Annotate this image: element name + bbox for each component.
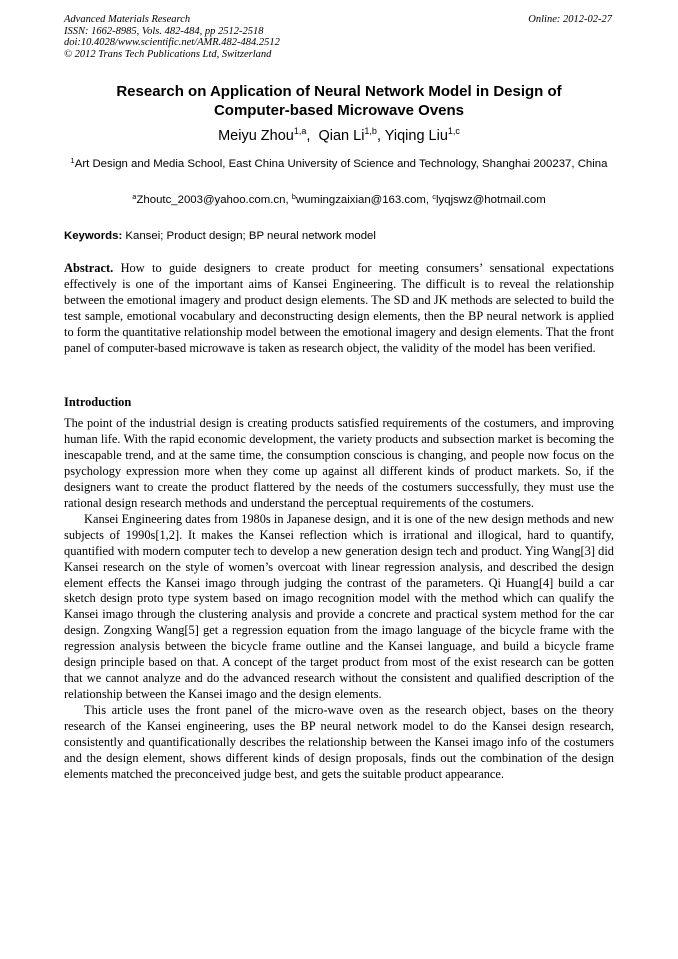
keywords-text: Kansei; Product design; BP neural network model	[122, 230, 376, 242]
author-affiliation-mark: 1,b	[364, 126, 377, 136]
author-name: Yiqing Liu	[384, 128, 448, 144]
paragraph: This article uses the front panel of the micro-wave oven as the research object, bases on the theory research of the Kansei engineering, uses the BP neural network model to do the Kansei design research, consistently and quantificationally describes the relationship between the Kansei imago info of the costumers and the design element, shows different kinds of design proposals, finds out the combination of the design elements matched the preconceived judge best, and gets the suitable product appearance.	[64, 703, 614, 781]
title-line-2: Computer-based Microwave Ovens	[213, 102, 465, 119]
author-affiliation-mark: 1,c	[447, 126, 460, 136]
email-link[interactable]: lyqjswz@hotmail.com	[436, 194, 546, 206]
abstract	[64, 261, 614, 357]
affiliation-text: Art Design and Media School, East China University of Science and Technology, Shanghai 200237, China	[74, 158, 608, 170]
abstract-label: Abstract.	[64, 261, 114, 275]
author-list: Meiyu Zhou$^{1,a}$, Qian Li$^{1,b}$, Yiqing Liu$^{1,c}$	[218, 126, 460, 144]
journal-name: Advanced Materials Research	[64, 14, 191, 25]
online-date: Online: 2012-02-27	[528, 14, 612, 25]
author-name: Qian Li	[318, 128, 365, 144]
author-name: Meiyu Zhou	[218, 128, 294, 144]
abstract-text: How to guide designers to create product for meeting consumers’ sensational expectations effectively is one of the important aims of Kansei Engineering. The difficult is to reveal the relationship between the emotional imagery and product design elements. The SD and JK methods are selected to build the test sample, emotional vocabulary and deconstructing design elements, then the BP neural network is applied to form the quantitative relationship model between the emotional imagery and design elements. That the front panel of computer-based microwave is taken as research object, the validity of the model has been verified.	[64, 261, 614, 355]
title-line-1: Research on Application of Neural Network Model in Design of	[116, 83, 562, 100]
paper-title	[64, 82, 614, 120]
email-link[interactable]: wumingzaixian@163.com	[295, 194, 426, 206]
email-mark: b	[291, 192, 296, 201]
copyright-line: © 2012 Trans Tech Publications Ltd, Switzerland	[64, 48, 272, 60]
journal-header	[64, 14, 280, 60]
issn-line: ISSN: 1662-8985, Vols. 482-484, pp 2512-2518	[64, 25, 264, 37]
affiliation	[64, 156, 614, 172]
section-heading-introduction: Introduction	[64, 395, 132, 409]
affiliation-mark: 1	[70, 156, 75, 165]
email-list: $^a$Zhoutc_2003@yahoo.com.cn, $^b$wumingzaixian@163.com, $^c$lyqjswz@hotmail.com	[132, 192, 546, 206]
email-mark: c	[432, 192, 437, 201]
keywords	[64, 228, 614, 244]
doi-link[interactable]: doi:10.4028/www.scientific.net/AMR.482-484.2512	[64, 37, 280, 48]
keywords-label: Keywords:	[64, 230, 123, 242]
introduction-body	[64, 416, 614, 783]
email-link[interactable]: Zhoutc_2003@yahoo.com.cn	[136, 194, 286, 206]
paragraph: The point of the industrial design is creating products satisfied requirements of the costumers, and improving human life. With the rapid economic development, the variety products and subsection market is becoming the inescapable trend, and at the same time, the consumption conscious is changing, and people now focus on the psychology expression more when they come up against all different kinds of product markets. So, if the designers want to create the product flattered by the needs of the costumers successfully, they must use the rational design research methods and understand the perceptual requirements of the costumers.	[64, 416, 614, 510]
author-affiliation-mark: 1,a	[293, 126, 307, 136]
email-mark: a	[132, 192, 137, 201]
paragraph: Kansei Engineering dates from 1980s in Japanese design, and it is one of the new design methods and new subjects of 1990s[1,2]. It makes the Kansei reflection which is irrational and illogical, hard to quantify, quantified with modern computer tech to develop a new generation design tech and product. Ying Wang[3] did Kansei research on the style of women’s overcoat with linear regression analysis, and described the design element effects the Kansei imago through judging the contrast of the parameters. Qi Huang[4] build a car sketch design proto type system based on imago recognition model with the method which can qualify the Kansei imago through the clustering analysis and provide a concrete and practical system method for the car design. Zongxing Wang[5] get a regression equation from the imago language of the bicycle frame with the regression analysis between the bicycle frame outline and the Kansei language, and build a bicycle frame design principle based on that. A concept of the target product from most of the exist research can be gotten that we cannot analyze and do the advanced research without the consistent and qualified description of the relationship between the Kansei imago and the design elements.	[64, 511, 614, 702]
